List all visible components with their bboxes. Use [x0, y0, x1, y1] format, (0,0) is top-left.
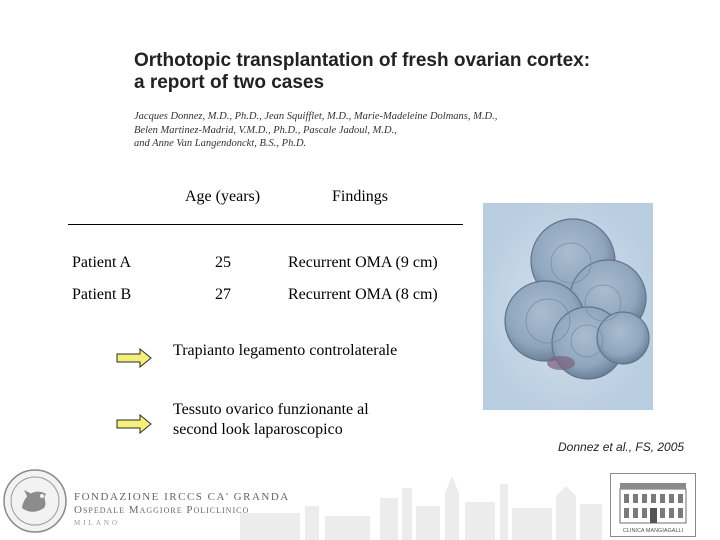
- row-a-patient: Patient A: [72, 254, 132, 271]
- table-rule: [68, 224, 463, 225]
- foundation-seal-logo: [2, 468, 68, 534]
- note-2-line-1: Tessuto ovarico funzionante al: [173, 401, 369, 418]
- institution-line-1: FONDAZIONE IRCCS CA' GRANDA: [74, 491, 290, 503]
- authors-line-1: Jacques Donnez, M.D., Ph.D., Jean Squifflet, M.D., Marie-Madeleine Dolmans, M.D.,: [134, 111, 498, 122]
- institution-line-2: Ospedale Maggiore Policlinico: [74, 504, 250, 516]
- row-b-age: 27: [215, 286, 231, 303]
- note-1-line-1: Trapianto legamento controlaterale: [173, 342, 398, 359]
- institution-name: [74, 491, 290, 530]
- micrograph-image: [483, 203, 653, 410]
- institution-line-3: MILANO: [74, 519, 120, 527]
- column-header-findings: Findings: [332, 188, 389, 205]
- paper-title: [134, 50, 604, 94]
- column-header-age: Age (years): [185, 188, 261, 205]
- clinica-mangiagalli-logo: [610, 473, 696, 537]
- citation: Donnez et al., FS, 2005: [558, 440, 685, 454]
- note-functioning-tissue: [173, 400, 369, 440]
- arrow-right-icon: [116, 348, 152, 368]
- authors-line-2: Belen Martinez-Madrid, V.M.D., Ph.D., Pascale Jadoul, M.D.,: [134, 124, 397, 136]
- note-2-line-2: second look laparoscopico: [173, 421, 343, 438]
- note-contralateral-ligament: [173, 341, 397, 361]
- row-b-findings: Recurrent OMA (8 cm): [288, 286, 438, 303]
- paper-title-line-1: Orthotopic transplantation of fresh ovarian cortex:: [134, 50, 591, 71]
- arrow-right-icon: [116, 414, 152, 434]
- authors-line-3: and Anne Van Langendonckt, B.S., Ph.D.: [134, 138, 307, 149]
- row-a-findings: Recurrent OMA (9 cm): [288, 254, 438, 271]
- paper-authors: [134, 110, 564, 151]
- row-b-patient: Patient B: [72, 286, 132, 303]
- paper-title-line-2: a report of two cases: [134, 72, 325, 93]
- logo-caption: CLINICA MANGIAGALLI: [622, 528, 684, 534]
- row-a-age: 25: [215, 254, 231, 271]
